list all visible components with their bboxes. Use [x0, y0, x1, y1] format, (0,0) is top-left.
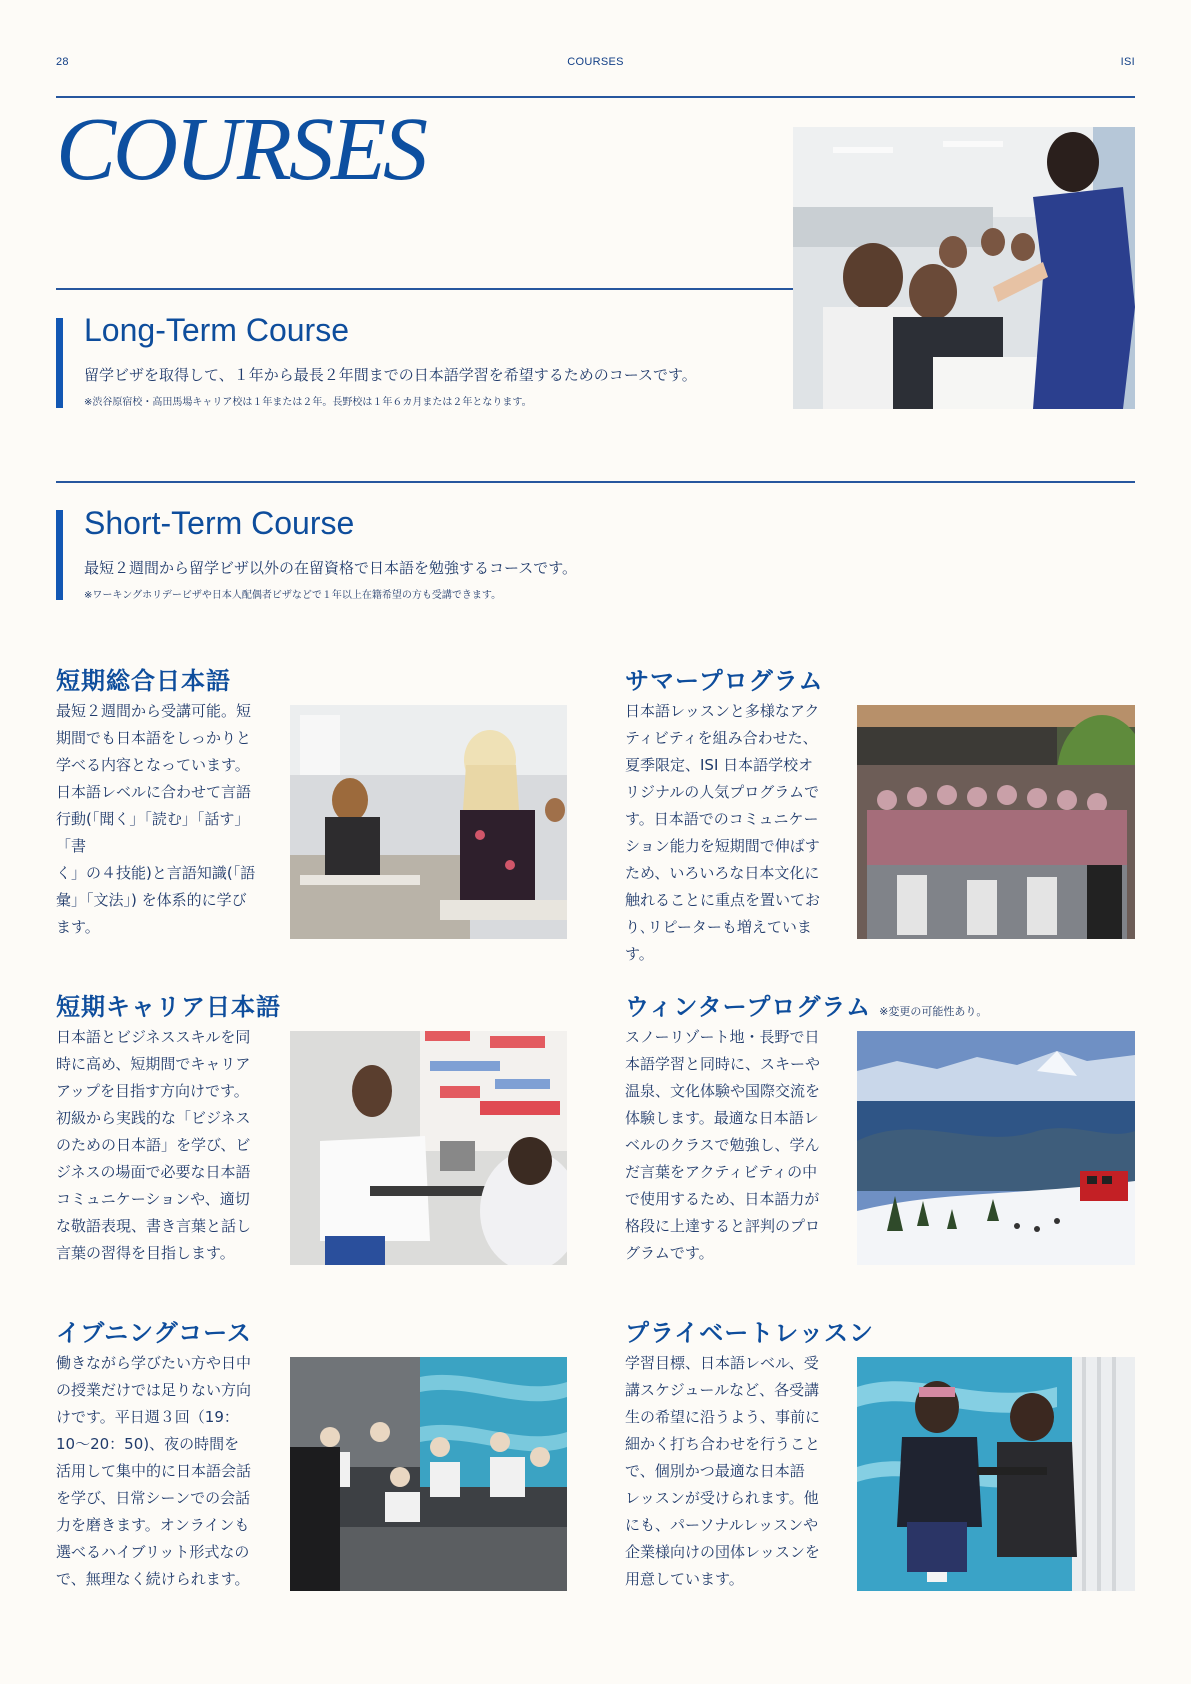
course-title: ウィンタープログラム ※変更の可能性あり。	[625, 993, 988, 1021]
course-title-note: ※変更の可能性あり。	[879, 1005, 988, 1018]
course-description: 日本語とビジネススキルを同 時に高め、短期間でキャリア アップを目指す方向けです。 初級から実践的な「ビジネス のための日本語」を学び、ビ ジネスの場面で必要な日本語 コミュニケーションや、適切 な敬語表現、書き言葉と話し 言葉の習得を目指します。	[56, 1028, 252, 1262]
long-term-accent-bar	[56, 318, 63, 408]
short-term-note: ※ワーキングホリデービザや日本人配偶者ビザなどで１年以上在籍希望の方も受講できます。	[84, 590, 502, 601]
photo-evening-course	[290, 1357, 567, 1591]
long-term-title: Long-Term Course	[84, 312, 349, 348]
course-description: スノーリゾート地・長野で日 本語学習と同時に、スキーや 温泉、文化体験や国際交流を 体験します。最適な日本語レ ベルのクラスで勉強し、学ん だ言葉をアクティビティの中 で使用するため、日本語力が 格段に上達すると評判のプロ グラムです。	[625, 1028, 821, 1262]
short-term-title: Short-Term Course	[84, 505, 355, 541]
course-title: 短期総合日本語	[56, 667, 231, 695]
course-title: イブニングコース	[56, 1319, 252, 1347]
long-term-description: 留学ビザを取得して、１年から最長２年間までの日本語学習を希望するためのコースです。	[84, 366, 697, 384]
photo-classroom-teacher	[793, 127, 1135, 409]
running-header: COURSES	[567, 56, 624, 68]
course-description: 日本語レッスンと多様なアク ティビティを組み合わせた、 夏季限定、ISI 日本語学校オ リジナルの人気プログラムで す。日本語でのコミュニケー ション能力を短期間で伸ばす ため、いろいろな日本文化に 触れることに重点を置いてお り､リピーターも増えています。	[625, 702, 821, 963]
photo-short-general	[290, 705, 567, 939]
course-title: 短期キャリア日本語	[56, 993, 281, 1021]
page-title: COURSES	[56, 100, 425, 199]
long-term-rule	[56, 288, 793, 290]
photo-private-lesson	[857, 1357, 1135, 1591]
course-description: 学習目標、日本語レベル、受 講スケジュールなど、各受講 生の希望に沿うよう、事前に 細かく打ち合わせを行うこと で、個別かつ最適な日本語 レッスンが受けられます。他 にも、パーソナルレッスンや 企業様向けの団体レッスンを 用意しています。	[625, 1354, 821, 1588]
photo-winter-program	[857, 1031, 1135, 1265]
page-number: 28	[56, 56, 69, 68]
short-term-description: 最短２週間から留学ビザ以外の在留資格で日本語を勉強するコースです。	[84, 559, 578, 577]
header-rule	[56, 96, 1135, 98]
course-title: プライベートレッスン	[625, 1319, 875, 1347]
course-title: サマープログラム	[625, 667, 824, 695]
course-description: 最短２週間から受講可能。短 期間でも日本語をしっかりと 学べる内容となっています。 日本語レベルに合わせて言語 行動(「聞く」「読む」「話す」「書 く」の４技能)と言語知識(「語 彙」「文法」) を体系的に学び ます。	[56, 702, 256, 936]
brand-mark: ISI	[1120, 56, 1135, 68]
short-term-accent-bar	[56, 510, 63, 600]
photo-summer-program	[857, 705, 1135, 939]
course-description: 働きながら学びたい方や日中 の授業だけでは足りない方向 けです。平日週３回（19： 10～20：50)、夜の時間を 活用して集中的に日本語会話 を学び、日常シーンでの会話 力を磨きます。オンラインも 選べるハイブリット形式なの で、無理なく続けられます。	[56, 1354, 252, 1588]
photo-short-career	[290, 1031, 567, 1265]
long-term-note: ※渋谷原宿校・高田馬場キャリア校は１年または２年。長野校は１年６カ月または２年となります。	[84, 397, 532, 408]
short-term-rule	[56, 481, 1135, 483]
